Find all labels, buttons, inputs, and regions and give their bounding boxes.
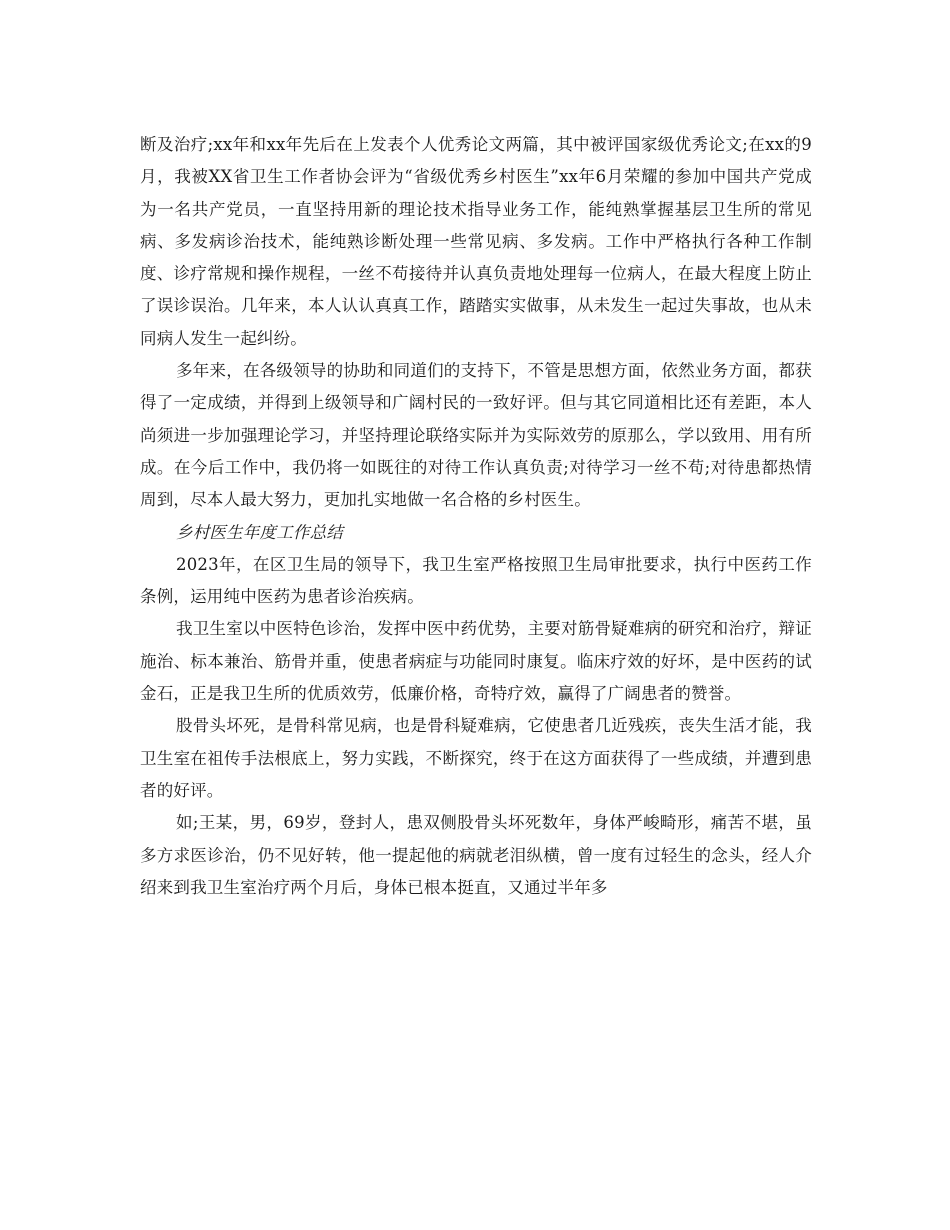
- paragraph-4: 我卫生室以中医特色诊治，发挥中医中药优势，主要对筋骨疑难病的研究和治疗，辩证施治、标本兼治、筋骨并重，使患者病症与功能同时康复。临床疗效的好坏，是中医药的试金石，正是我卫生所的优质效劳，低廉价格，奇特疗效，赢得了广阔患者的赞誉。: [140, 619, 812, 704]
- paragraph-2: 多年来，在各级领导的协助和同道们的支持下，不管是思想方面，依然业务方面，都获得了一定成绩，并得到上级领导和广阔村民的一致好评。但与其它同道相比还有差距，本人尚须进一步加强理论学习，并坚持理论联络实际并为实际效劳的原那么，学以致用、用有所成。在今后工作中，我仍将一如既往的对待工作认真负责;对待学习一丝不苟;对待患都热情周到，尽本人最大努力，更加扎实地做一名合格的乡村医生。: [140, 361, 812, 510]
- paragraph-1: 断及治疗;xx年和xx年先后在上发表个人优秀论文两篇，其中被评国家级优秀论文;在xx的9月，我被XX省卫生工作者协会评为“省级优秀乡村医生”xx年6月荣耀的参加中国共产党成为一名共产党员，一直坚持用新的理论技术指导业务工作，能纯熟掌握基层卫生所的常见病、多发病诊治技术，能纯熟诊断处理一些常见病、多发病。工作中严格执行各种工作制度、诊疗常规和操作规程，一丝不苟接待并认真负责地处理每一位病人，在最大程度上防止了误诊误治。几年来，本人认认真真工作，踏踏实实做事，从未发生一起过失事故，也从未同病人发生一起纠纷。: [140, 135, 812, 348]
- paragraph-6: 如;王某，男，69岁，登封人，患双侧股骨头坏死数年，身体严峻畸形，痛苦不堪，虽多方求医诊治，仍不见好转，他一提起他的病就老泪纵横，曾一度有过轻生的念头，经人介绍来到我卫生室治疗两个月后，身体已根本挺直，又通过半年多: [140, 813, 812, 897]
- paragraph-5: 股骨头坏死，是骨科常见病，也是骨科疑难病，它使患者几近残疾，丧失生活才能，我卫生室在祖传手法根底上，努力实践，不断探究，终于在这方面获得了一些成绩，并遭到患者的好评。: [140, 716, 812, 800]
- paragraph-3: 2023年，在区卫生局的领导下，我卫生室严格按照卫生局审批要求，执行中医药工作条例，运用纯中医药为患者诊治疾病。: [140, 554, 812, 607]
- section-heading: 乡村医生年度工作总结: [176, 522, 343, 542]
- document-body: [140, 129, 812, 904]
